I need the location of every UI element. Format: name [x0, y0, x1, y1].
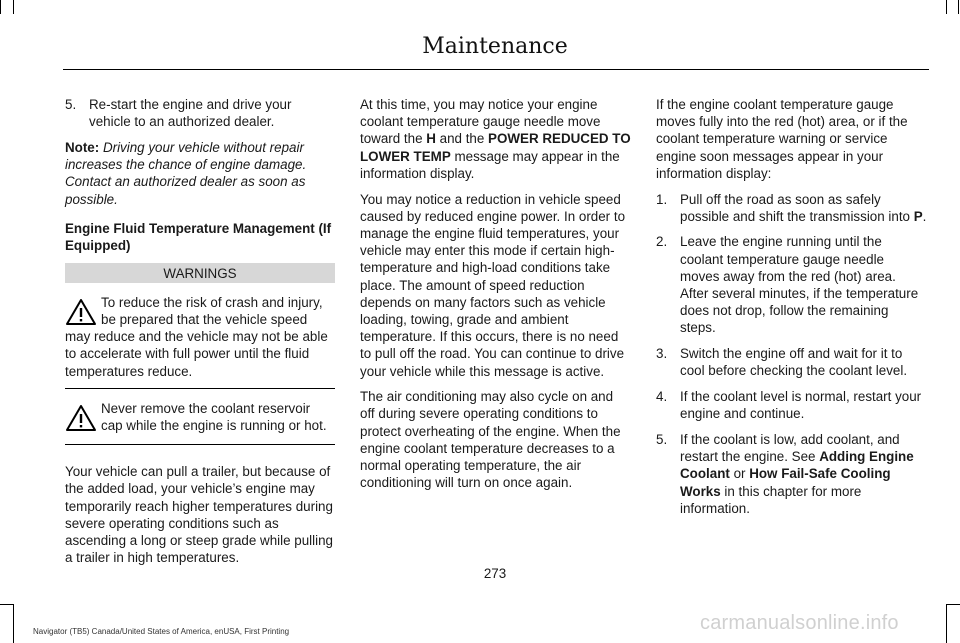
watermark: carmanualsonline.info [700, 612, 899, 634]
power-reduced-message: POWER REDUCED TO LOWER TEMP [360, 131, 631, 164]
page-number: 273 [483, 566, 507, 581]
warning-2-text: Never remove the coolant reservoir cap while the engine is running or hot. [101, 400, 327, 434]
warning-2 [65, 399, 335, 434]
text-run: If the coolant is low, add coolant, and restart the engine. See [680, 431, 900, 465]
warning-divider [65, 388, 335, 389]
step-number: 3. [656, 346, 668, 362]
warning-triangle-icon [65, 298, 97, 326]
warning-1 [65, 293, 335, 380]
column-middle [360, 96, 631, 500]
column-right [656, 96, 927, 525]
step-4 [656, 388, 927, 422]
warning-triangle-icon [65, 404, 97, 432]
step-1 [656, 191, 927, 225]
crop-mark [0, 604, 14, 605]
step-3 [656, 345, 927, 379]
step-number: 5. [656, 431, 668, 447]
column-left [65, 96, 335, 575]
step-2 [656, 233, 927, 336]
trailer-paragraph: Your vehicle can pull a trailer, but because of the added load, your vehicle’s engine may temporarily reach higher temperatures during severe operating conditions such as ascending a long or steep grade while pulling a trailer in high temperatures. [65, 464, 333, 566]
step-text: Switch the engine off and wait for it to cool before checking the coolant level. [680, 346, 908, 379]
paragraph-intro: If the engine coolant temperature gauge moves fully into the red (hot) area, or if the coolant temperature warning or service engine soon messages appear in your information display: [656, 97, 908, 181]
crop-mark [958, 0, 959, 14]
step-number: 2. [656, 234, 668, 250]
text-run: or [729, 466, 750, 482]
crop-mark [0, 0, 1, 14]
gear-park-label: P [913, 208, 923, 224]
text-run: At this time, you may notice your engine coolant temperature gauge needle move toward the [360, 97, 601, 147]
gauge-h-label: H [426, 131, 436, 147]
step-number: 5. [65, 97, 77, 112]
step-number: 1. [656, 191, 668, 207]
paragraph-gauge [360, 96, 631, 182]
warning-1-text-rest: may reduce and the vehicle may not be able to accelerate with full power until the fluid temperatures reduce. [65, 329, 328, 379]
text-run: and the [435, 131, 489, 147]
link-adding-engine-coolant[interactable]: Adding Engine Coolant [680, 449, 914, 482]
text-run: in this chapter for more information. [680, 483, 862, 516]
paragraph-speed-reduction: You may notice a reduction in vehicle speed caused by reduced engine power. In order to manage the engine fluid temperatures, your vehicle may enter this mode if certain high-temperature and high-load conditions take place. The amount of speed reduction depends on many factors such as vehicle loading, towing, grade and ambient temperature. If this occurs, there is no need to pull off the road. You can continue to drive your vehicle while this message is active. [360, 191, 626, 379]
crop-mark [946, 604, 947, 643]
step-text: Leave the engine running until the coolant temperature gauge needle moves away from the red (hot) area. After several minutes, if the temperature does not drop, follow the remaining steps. [680, 234, 919, 336]
step-text: If the coolant level is normal, restart your engine and continue. [680, 389, 922, 422]
warning-1-text-first: To reduce the risk of crash and injury, be prepared that the vehicle speed [101, 294, 323, 328]
crop-mark [946, 0, 947, 14]
step-text [680, 191, 927, 225]
warning-end-rule [65, 444, 335, 445]
section-heading: Engine Fluid Temperature Management (If Equipped) [65, 220, 332, 253]
crop-mark [946, 604, 960, 605]
step-number: 4. [656, 389, 668, 405]
step-text: Re-start the engine and drive your vehicle to an authorized dealer. [89, 97, 292, 130]
text-run: message may appear in the information display. [360, 148, 620, 181]
text-run: . [922, 208, 927, 224]
paragraph-air-conditioning: The air conditioning may also cycle on and off during severe operating conditions to protect overheating of the engine. When the engine coolant temperature decreases to a normal operating temperature, the air conditioning will turn on once again. [360, 389, 621, 491]
text-run: Pull off the road as soon as safely possible and shift the transmission into [680, 191, 914, 224]
crop-mark [13, 0, 14, 14]
note-text: Driving your vehicle without repair increases the chance of engine damage. Contact an authorized dealer as soon as possible. [65, 139, 307, 207]
warnings-title: WARNINGS [65, 263, 335, 283]
step-5 [65, 96, 335, 130]
link-fail-safe-cooling[interactable]: How Fail-Safe Cooling Works [680, 466, 891, 499]
crop-mark [13, 604, 14, 643]
step-text [680, 431, 927, 517]
note-label: Note: [65, 139, 100, 155]
note [65, 139, 335, 208]
step-5 [656, 431, 927, 517]
page-title: Maintenance [422, 34, 568, 59]
header-rule [63, 69, 929, 70]
edition-footer: Navigator (TB5) Canada/United States of America, enUSA, First Printing [33, 627, 290, 636]
